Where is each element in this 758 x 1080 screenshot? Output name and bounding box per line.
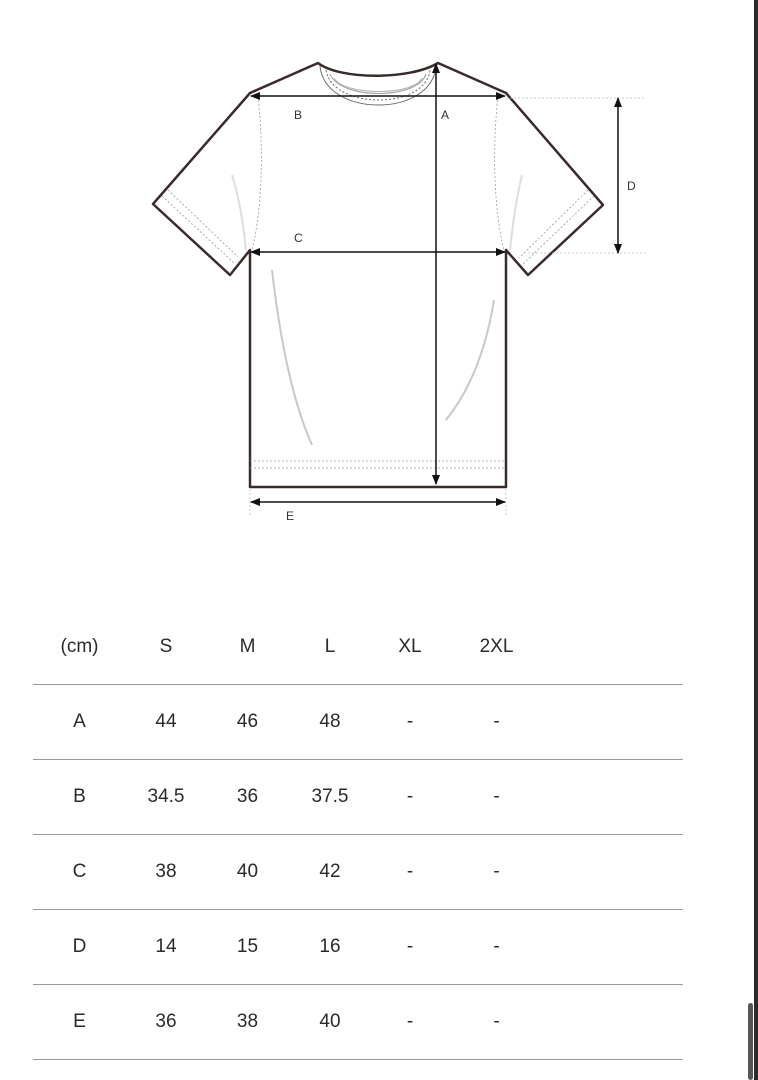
label-a: A <box>441 108 450 122</box>
label-e: E <box>286 509 295 523</box>
table-row <box>33 759 683 834</box>
table-cell: - <box>371 909 449 984</box>
table-cell: - <box>449 909 544 984</box>
scrollbar-thumb[interactable] <box>748 1003 753 1080</box>
table-cell: - <box>371 759 449 834</box>
table-cell: - <box>449 834 544 909</box>
label-b: B <box>294 108 303 122</box>
guide-lines <box>250 98 646 515</box>
table-spacer <box>544 834 683 909</box>
table-cell: 46 <box>206 684 289 759</box>
tshirt-stitching <box>162 96 594 468</box>
size-header-s: S <box>126 610 206 684</box>
table-row <box>33 984 683 1059</box>
row-label: B <box>33 759 126 834</box>
table-spacer <box>544 759 683 834</box>
table-cell: - <box>371 684 449 759</box>
row-label: D <box>33 909 126 984</box>
size-header-2xl: 2XL <box>449 610 544 684</box>
table-cell: 42 <box>289 834 371 909</box>
measurement-arrows <box>251 64 618 502</box>
table-cell: 36 <box>126 984 206 1059</box>
table-cell: 44 <box>126 684 206 759</box>
table-spacer <box>544 684 683 759</box>
table-spacer <box>544 909 683 984</box>
table-cell: - <box>449 984 544 1059</box>
scrollbar-track[interactable] <box>754 0 758 1080</box>
table-cell: 40 <box>289 984 371 1059</box>
table-cell: 14 <box>126 909 206 984</box>
table-row <box>33 684 683 759</box>
table-cell: 38 <box>206 984 289 1059</box>
table-cell: - <box>371 984 449 1059</box>
unit-header: (cm) <box>33 610 126 684</box>
size-header-m: M <box>206 610 289 684</box>
size-header-l: L <box>289 610 371 684</box>
size-chart-table <box>33 610 683 1060</box>
table-cell: - <box>449 684 544 759</box>
table-cell: 34.5 <box>126 759 206 834</box>
row-label: C <box>33 834 126 909</box>
row-label: E <box>33 984 126 1059</box>
table-cell: - <box>449 759 544 834</box>
table-cell: 15 <box>206 909 289 984</box>
table-row <box>33 909 683 984</box>
table-spacer <box>544 984 683 1059</box>
table-cell: 48 <box>289 684 371 759</box>
table-cell: 37.5 <box>289 759 371 834</box>
tshirt-shading <box>232 175 522 445</box>
table-cell: - <box>371 834 449 909</box>
table-cell: 40 <box>206 834 289 909</box>
tshirt-outline <box>153 63 603 487</box>
table-row <box>33 834 683 909</box>
table-cell: 36 <box>206 759 289 834</box>
label-c: C <box>294 231 303 245</box>
table-header-row <box>33 610 683 684</box>
label-d: D <box>627 179 636 193</box>
table-cell: 16 <box>289 909 371 984</box>
table-cell: 38 <box>126 834 206 909</box>
row-label: A <box>33 684 126 759</box>
size-header-xl: XL <box>371 610 449 684</box>
table-spacer <box>544 610 683 684</box>
